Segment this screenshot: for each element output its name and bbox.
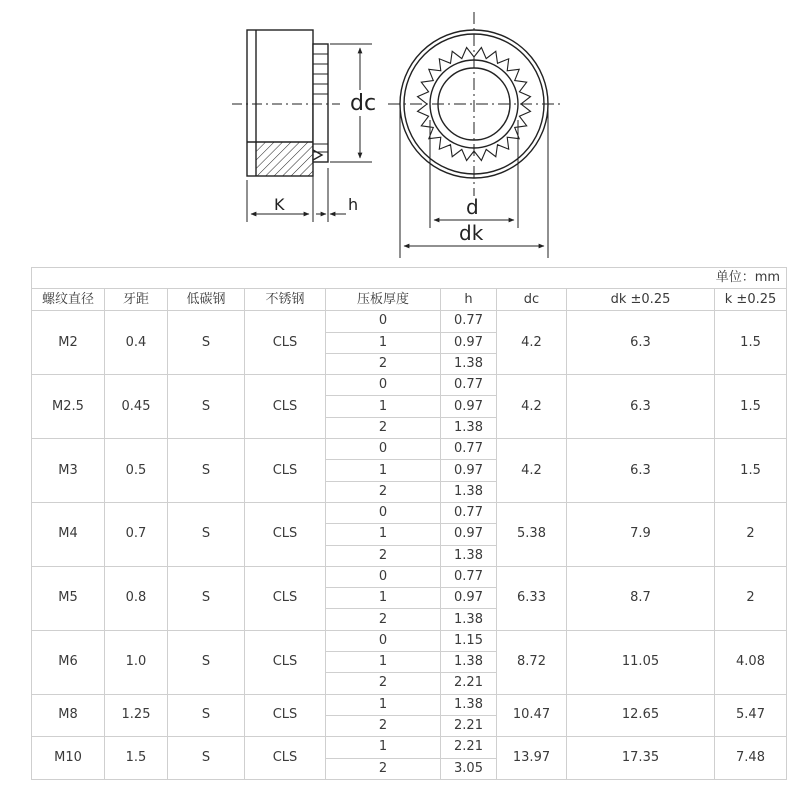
stainless-cell: CLS — [245, 630, 326, 694]
thread-cell: M2.5 — [32, 375, 105, 439]
column-header: 压板厚度 — [326, 289, 441, 311]
side-view — [232, 30, 372, 222]
h-cell: 1.38 — [441, 609, 497, 630]
pitch-cell: 0.5 — [105, 439, 168, 503]
h-cell: 1.38 — [441, 652, 497, 673]
h-cell: 0.77 — [441, 375, 497, 396]
thickness-cell: 1 — [326, 737, 441, 758]
dk-cell: 6.3 — [567, 375, 715, 439]
unit-label: 单位：mm — [32, 268, 787, 289]
table-row — [32, 439, 787, 460]
h-cell: 0.97 — [441, 460, 497, 481]
h-cell: 0.77 — [441, 311, 497, 332]
thread-cell: M8 — [32, 694, 105, 737]
pitch-cell: 0.7 — [105, 502, 168, 566]
stainless-cell: CLS — [245, 737, 326, 780]
k-cell: 4.08 — [715, 630, 787, 694]
header-row — [32, 289, 787, 311]
k-cell: 1.5 — [715, 439, 787, 503]
pitch-cell: 0.8 — [105, 566, 168, 630]
pitch-cell: 1.0 — [105, 630, 168, 694]
dc-cell: 8.72 — [497, 630, 567, 694]
stainless-cell: CLS — [245, 311, 326, 375]
nut-technical-drawing — [0, 0, 800, 262]
thickness-cell: 2 — [326, 545, 441, 566]
thickness-cell: 1 — [326, 524, 441, 545]
column-header: k ±0.25 — [715, 289, 787, 311]
h-cell: 0.97 — [441, 332, 497, 353]
h-label: h — [348, 195, 359, 214]
thickness-cell: 2 — [326, 758, 441, 779]
table-row — [32, 566, 787, 587]
dc-cell: 13.97 — [497, 737, 567, 780]
k-cell: 2 — [715, 502, 787, 566]
h-cell: 1.38 — [441, 481, 497, 502]
dc-cell: 4.2 — [497, 311, 567, 375]
stainless-cell: CLS — [245, 566, 326, 630]
h-cell: 2.21 — [441, 673, 497, 694]
table-row — [32, 375, 787, 396]
spec-table — [31, 267, 787, 780]
k-cell: 5.47 — [715, 694, 787, 737]
thickness-cell: 1 — [326, 694, 441, 715]
thread-cell: M3 — [32, 439, 105, 503]
k-cell: 7.48 — [715, 737, 787, 780]
carbon-cell: S — [168, 694, 245, 737]
dk-cell: 7.9 — [567, 502, 715, 566]
h-cell: 0.97 — [441, 396, 497, 417]
thickness-cell: 2 — [326, 715, 441, 736]
stainless-cell: CLS — [245, 694, 326, 737]
stainless-cell: CLS — [245, 375, 326, 439]
dk-cell: 12.65 — [567, 694, 715, 737]
dc-cell: 4.2 — [497, 375, 567, 439]
table-row — [32, 737, 787, 758]
thickness-cell: 2 — [326, 481, 441, 502]
column-header: 牙距 — [105, 289, 168, 311]
dc-cell: 5.38 — [497, 502, 567, 566]
dc-cell: 10.47 — [497, 694, 567, 737]
column-header: dk ±0.25 — [567, 289, 715, 311]
h-cell: 0.77 — [441, 439, 497, 460]
h-cell: 2.21 — [441, 737, 497, 758]
thickness-cell: 1 — [326, 396, 441, 417]
h-cell: 0.77 — [441, 502, 497, 523]
thread-cell: M5 — [32, 566, 105, 630]
h-cell: 2.21 — [441, 715, 497, 736]
stainless-cell: CLS — [245, 439, 326, 503]
dk-cell: 8.7 — [567, 566, 715, 630]
thickness-cell: 0 — [326, 375, 441, 396]
dc-cell: 4.2 — [497, 439, 567, 503]
thickness-cell: 2 — [326, 417, 441, 438]
h-cell: 3.05 — [441, 758, 497, 779]
dk-cell: 17.35 — [567, 737, 715, 780]
pitch-cell: 1.5 — [105, 737, 168, 780]
h-cell: 1.38 — [441, 694, 497, 715]
h-cell: 0.97 — [441, 588, 497, 609]
column-header: dc — [497, 289, 567, 311]
h-cell: 0.77 — [441, 566, 497, 587]
h-cell: 1.38 — [441, 417, 497, 438]
carbon-cell: S — [168, 566, 245, 630]
h-cell: 0.97 — [441, 524, 497, 545]
thickness-cell: 0 — [326, 630, 441, 651]
pitch-cell: 1.25 — [105, 694, 168, 737]
table-row — [32, 502, 787, 523]
stainless-cell: CLS — [245, 502, 326, 566]
table-row — [32, 630, 787, 651]
column-header: 不锈钢 — [245, 289, 326, 311]
dk-cell: 6.3 — [567, 311, 715, 375]
carbon-cell: S — [168, 311, 245, 375]
carbon-cell: S — [168, 737, 245, 780]
thread-cell: M4 — [32, 502, 105, 566]
thickness-cell: 0 — [326, 439, 441, 460]
k-label: K — [274, 195, 285, 214]
thread-cell: M6 — [32, 630, 105, 694]
thickness-cell: 2 — [326, 609, 441, 630]
thickness-cell: 1 — [326, 588, 441, 609]
column-header: 螺纹直径 — [32, 289, 105, 311]
column-header: 低碳钢 — [168, 289, 245, 311]
carbon-cell: S — [168, 502, 245, 566]
thickness-cell: 2 — [326, 353, 441, 374]
unit-row — [32, 268, 787, 289]
table-row — [32, 694, 787, 715]
dc-cell: 6.33 — [497, 566, 567, 630]
thickness-cell: 0 — [326, 311, 441, 332]
dk-label: dk — [459, 221, 484, 245]
h-cell: 1.15 — [441, 630, 497, 651]
table-row — [32, 311, 787, 332]
thread-cell: M10 — [32, 737, 105, 780]
thread-cell: M2 — [32, 311, 105, 375]
h-cell: 1.38 — [441, 545, 497, 566]
carbon-cell: S — [168, 630, 245, 694]
thickness-cell: 1 — [326, 460, 441, 481]
k-cell: 2 — [715, 566, 787, 630]
dk-cell: 11.05 — [567, 630, 715, 694]
thickness-cell: 0 — [326, 502, 441, 523]
k-cell: 1.5 — [715, 375, 787, 439]
pitch-cell: 0.45 — [105, 375, 168, 439]
carbon-cell: S — [168, 439, 245, 503]
d-label: d — [466, 195, 479, 219]
dk-cell: 6.3 — [567, 439, 715, 503]
k-cell: 1.5 — [715, 311, 787, 375]
dc-label: dc — [350, 91, 377, 116]
carbon-cell: S — [168, 375, 245, 439]
pitch-cell: 0.4 — [105, 311, 168, 375]
thickness-cell: 0 — [326, 566, 441, 587]
column-header: h — [441, 289, 497, 311]
thickness-cell: 1 — [326, 652, 441, 673]
thickness-cell: 1 — [326, 332, 441, 353]
h-cell: 1.38 — [441, 353, 497, 374]
thickness-cell: 2 — [326, 673, 441, 694]
